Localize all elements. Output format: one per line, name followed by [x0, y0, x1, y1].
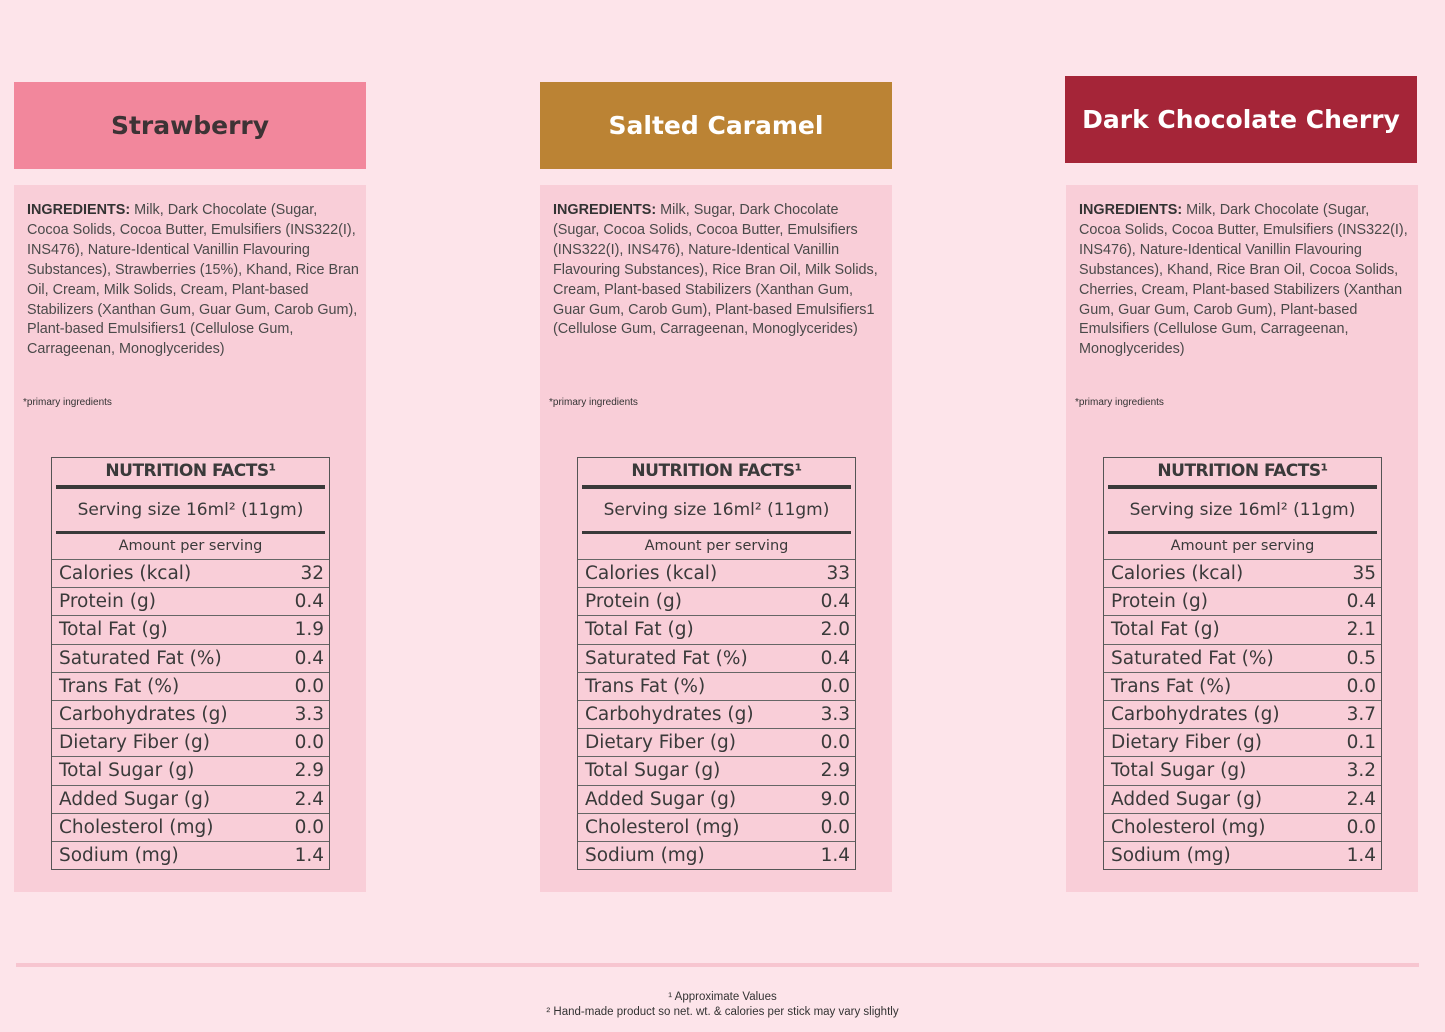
nutrition-row: [578, 785, 855, 813]
nutrient-value: 35: [1352, 563, 1376, 585]
nutrient-label: Total Sugar (g): [59, 760, 195, 782]
footnotes: [0, 990, 1445, 1020]
nutrient-value: 0.4: [1346, 591, 1376, 613]
nutrient-value: 1.4: [1346, 844, 1376, 866]
nutrient-label: Carbohydrates (g): [585, 704, 754, 726]
nutrient-value: 2.0: [820, 619, 850, 641]
nutrition-row: [1104, 728, 1381, 756]
nutrition-row: [578, 728, 855, 756]
nutrition-row: [52, 587, 329, 615]
nutrient-label: Dietary Fiber (g): [585, 732, 737, 754]
nutrition-row: [1104, 587, 1381, 615]
nutrient-label: Saturated Fat (%): [1111, 647, 1274, 669]
nutrition-title: NUTRITION FACTS¹: [56, 458, 325, 489]
nutrition-row: [578, 672, 855, 700]
ingredients-list: Milk, Dark Chocolate (Sugar, Cocoa Solids, Cocoa Butter, Emulsifiers (INS322(I), INS476), Nature-Identical Vanillin Flavouring Substances), Strawberries (15%), Khand, Rice Bran Oil, Cream, Milk Solids, Cream, Plant-based Stabilizers (Xanthan Gum, Guar Gum, Carob Gum), Plant-based Emulsifiers1 (Cellulose Gum, Carrageenan, Monoglycerides): [27, 202, 359, 358]
nutrient-label: Sodium (mg): [585, 844, 705, 866]
nutrient-value: 0.0: [820, 732, 850, 754]
nutrient-value: 0.4: [820, 591, 850, 613]
nutrient-value: 0.4: [294, 647, 324, 669]
serving-size: Serving size 16ml² (11gm): [56, 489, 325, 534]
ingredients-text: [27, 201, 359, 360]
nutrient-value: 0.0: [294, 675, 324, 697]
nutrition-row: [52, 615, 329, 643]
nutrient-value: 3.3: [820, 704, 850, 726]
nutrient-value: 0.5: [1346, 647, 1376, 669]
nutrient-label: Protein (g): [1111, 591, 1208, 613]
ingredients-list: Milk, Sugar, Dark Chocolate (Sugar, Cocoa Solids, Cocoa Butter, Emulsifiers (INS322(I), INS476), Nature-Identical Vanillin Flavouring Substances), Rice Bran Oil, Milk Solids, Cream, Plant-based Stabilizers (Xanthan Gum, Guar Gum, Carob Gum), Plant-based Emulsifiers1 (Cellulose Gum, Carrageenan, Monoglycerides): [553, 202, 878, 338]
nutrient-label: Dietary Fiber (g): [59, 732, 211, 754]
nutrition-row: [578, 559, 855, 587]
nutrient-label: Sodium (mg): [59, 844, 179, 866]
nutrient-value: 1.9: [294, 619, 324, 641]
product-panel-strawberry: [14, 185, 366, 892]
nutrient-label: Added Sugar (g): [1111, 788, 1263, 810]
nutrient-label: Added Sugar (g): [59, 788, 211, 810]
nutrient-value: 0.0: [820, 816, 850, 838]
nutrition-row: [578, 615, 855, 643]
nutrition-facts-table: [1103, 457, 1382, 870]
nutrition-row: [52, 813, 329, 841]
nutrient-value: 1.4: [820, 844, 850, 866]
product-title: Strawberry: [110, 111, 270, 140]
nutrition-rows: [578, 559, 855, 869]
nutrient-value: 2.4: [1346, 788, 1376, 810]
nutrient-label: Saturated Fat (%): [59, 647, 222, 669]
nutrition-row: [1104, 841, 1381, 869]
nutrition-title: NUTRITION FACTS¹: [582, 458, 851, 489]
footnote-approximate: ¹ Approximate Values: [668, 991, 777, 1003]
nutrition-row: [1104, 813, 1381, 841]
nutrition-row: [578, 587, 855, 615]
primary-ingredients-note: *primary ingredients: [23, 397, 112, 408]
nutrition-row: [1104, 672, 1381, 700]
nutrient-value: 3.2: [1346, 760, 1376, 782]
nutrient-label: Trans Fat (%): [59, 675, 180, 697]
nutrient-label: Dietary Fiber (g): [1111, 732, 1263, 754]
nutrition-facts-table: [577, 457, 856, 870]
nutrition-row: [52, 728, 329, 756]
nutrient-value: 0.0: [820, 675, 850, 697]
nutrient-label: Cholesterol (mg): [1111, 816, 1266, 838]
nutrient-value: 3.3: [294, 704, 324, 726]
nutrition-row: [1104, 559, 1381, 587]
nutrient-label: Total Sugar (g): [1111, 760, 1247, 782]
nutrient-label: Calories (kcal): [1111, 563, 1244, 585]
nutrient-value: 0.0: [294, 732, 324, 754]
ingredients-text: [1079, 201, 1411, 360]
nutrient-value: 33: [826, 563, 850, 585]
nutrient-label: Saturated Fat (%): [585, 647, 748, 669]
nutrient-label: Added Sugar (g): [585, 788, 737, 810]
primary-ingredients-note: *primary ingredients: [549, 397, 638, 408]
nutrition-row: [578, 841, 855, 869]
nutrient-value: 32: [300, 563, 324, 585]
nutrient-label: Carbohydrates (g): [59, 704, 228, 726]
nutrient-value: 3.7: [1346, 704, 1376, 726]
nutrient-value: 0.1: [1346, 732, 1376, 754]
amount-per-serving: Amount per serving: [118, 538, 263, 554]
product-panel-salted-caramel: [540, 185, 892, 892]
nutrient-value: 9.0: [820, 788, 850, 810]
nutrition-row: [578, 756, 855, 784]
nutrient-value: 2.9: [294, 760, 324, 782]
nutrient-label: Calories (kcal): [585, 563, 718, 585]
nutrition-facts-table: [51, 457, 330, 870]
nutrient-label: Total Fat (g): [59, 619, 168, 641]
nutrition-row: [1104, 785, 1381, 813]
ingredients-label: INGREDIENTS:: [553, 202, 657, 218]
header-strawberry: [14, 82, 366, 169]
nutrition-row: [52, 785, 329, 813]
nutrient-label: Protein (g): [59, 591, 156, 613]
nutrient-value: 0.0: [1346, 816, 1376, 838]
product-panel-dark-chocolate-cherry: [1066, 185, 1418, 892]
nutrient-label: Trans Fat (%): [585, 675, 706, 697]
nutrient-value: 2.4: [294, 788, 324, 810]
primary-ingredients-note: *primary ingredients: [1075, 397, 1164, 408]
nutrient-value: 2.9: [820, 760, 850, 782]
nutrient-label: Cholesterol (mg): [59, 816, 214, 838]
nutrient-label: Total Fat (g): [1111, 619, 1220, 641]
nutrient-value: 2.1: [1346, 619, 1376, 641]
nutrient-label: Carbohydrates (g): [1111, 704, 1280, 726]
nutrition-row: [1104, 756, 1381, 784]
nutrient-label: Total Fat (g): [585, 619, 694, 641]
nutrition-title: NUTRITION FACTS¹: [1108, 458, 1377, 489]
nutrition-row: [52, 756, 329, 784]
nutrition-row: [578, 813, 855, 841]
footnote-handmade: ² Hand-made product so net. wt. & calories per stick may vary slightly: [546, 1006, 899, 1018]
nutrition-row: [1104, 644, 1381, 672]
nutrient-label: Calories (kcal): [59, 563, 192, 585]
product-title: Salted Caramel: [608, 111, 824, 140]
nutrition-row: [1104, 615, 1381, 643]
nutrition-row: [52, 672, 329, 700]
serving-size: Serving size 16ml² (11gm): [1108, 489, 1377, 534]
nutrient-label: Cholesterol (mg): [585, 816, 740, 838]
nutrition-row: [52, 644, 329, 672]
nutrient-label: Protein (g): [585, 591, 682, 613]
nutrition-row: [578, 644, 855, 672]
ingredients-list: Milk, Dark Chocolate (Sugar, Cocoa Solids, Cocoa Butter, Emulsifiers (INS322(I), INS476), Nature-Identical Vanillin Flavouring Substances), Khand, Rice Bran Oil, Cocoa Solids, Cherries, Cream, Plant-based Stabilizers (Xanthan Gum, Guar Gum, Carob Gum), Plant-based Emulsifiers (Cellulose Gum, Carrageenan, Monoglycerides): [1079, 202, 1408, 358]
nutrition-rows: [52, 559, 329, 869]
nutrition-row: [578, 700, 855, 728]
amount-per-serving: Amount per serving: [1170, 538, 1315, 554]
ingredients-label: INGREDIENTS:: [27, 202, 131, 218]
nutrition-row: [1104, 700, 1381, 728]
nutrient-value: 0.0: [294, 816, 324, 838]
nutrient-value: 0.0: [1346, 675, 1376, 697]
nutrient-label: Sodium (mg): [1111, 844, 1231, 866]
product-title: Dark Chocolate Cherry: [1082, 105, 1400, 134]
ingredients-label: INGREDIENTS:: [1079, 202, 1183, 218]
nutrition-row: [52, 841, 329, 869]
nutrient-label: Total Sugar (g): [585, 760, 721, 782]
nutrition-rows: [1104, 559, 1381, 869]
nutrient-label: Trans Fat (%): [1111, 675, 1232, 697]
nutrition-row: [52, 559, 329, 587]
amount-per-serving: Amount per serving: [644, 538, 789, 554]
header-salted-caramel: [540, 82, 892, 169]
footer-divider: [16, 963, 1419, 967]
nutrient-value: 0.4: [294, 591, 324, 613]
nutrient-value: 1.4: [294, 844, 324, 866]
nutrition-row: [52, 700, 329, 728]
serving-size: Serving size 16ml² (11gm): [582, 489, 851, 534]
header-dark-chocolate-cherry: [1065, 76, 1417, 163]
ingredients-text: [553, 201, 885, 340]
nutrient-value: 0.4: [820, 647, 850, 669]
